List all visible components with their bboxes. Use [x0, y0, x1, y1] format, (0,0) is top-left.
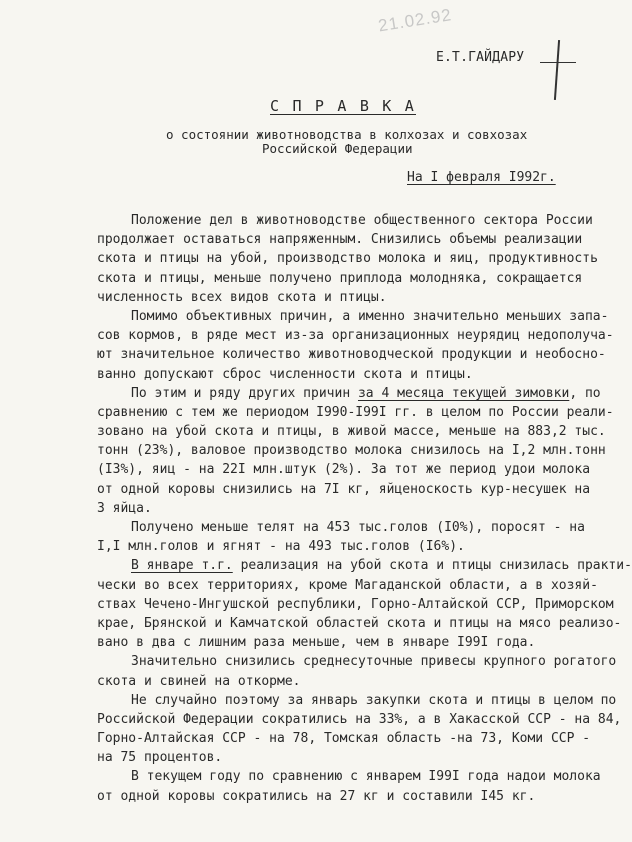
text-line — [97, 652, 632, 671]
text-line-content: Не случайно поэтому за январь закупки скота и птицы в целом по — [131, 692, 617, 708]
text-line — [97, 729, 632, 748]
text-line — [97, 595, 632, 614]
underlined-phrase: за 4 месяца текущей зимовки — [357, 385, 570, 401]
text-line — [97, 460, 632, 479]
text-line-content: от одной коровы снизились на 7I кг, яйценоскость кур-несушек на — [97, 481, 591, 497]
text-line-content: скота и птицы, меньше получено приплода молодняка, сокращается — [97, 270, 583, 286]
text-line — [97, 767, 632, 786]
text-line — [97, 672, 632, 691]
text-line — [97, 480, 632, 499]
text-line-content: продолжает оставаться напряженным. Снизились объемы реализации — [97, 232, 583, 248]
text-line — [97, 748, 632, 767]
text-line-content: ствах Чечено-Ингушской республики, Горно-Алтайской ССР, Приморском — [97, 596, 614, 612]
text-line — [97, 403, 632, 422]
text-line-content: скота и свиней на откорме. — [97, 673, 301, 689]
text-line-content: вано в два с лишним раза меньше, чем в январе I99I года. — [97, 635, 536, 651]
text-line — [97, 691, 632, 710]
text-line — [97, 537, 632, 556]
addressee: Е.Т.ГАЙДАРУ — [436, 50, 525, 65]
text-line-content: Горно-Алтайская ССР - на 78, Томская область -на 73, Коми ССР - — [97, 731, 591, 747]
text-line — [97, 249, 632, 268]
text-line — [97, 614, 632, 633]
text-line-content: от одной коровы сократились на 27 кг и составили I45 кг. — [97, 788, 536, 804]
text-line — [97, 326, 632, 345]
subtitle-line-1: о состоянии животноводства в колхозах и совхозах — [166, 127, 528, 142]
text-line-content: скота и птицы на убой, производство молока и яиц, продуктивность — [97, 251, 598, 267]
text-line-content: Российской Федерации сократились на 33%, а в Хакасской ССР - на 84, — [97, 711, 622, 727]
handwritten-date-stamp: 21.02.92 — [376, 5, 454, 36]
text-line-content: зовано на убой скота и птицы, в живой массе, меньше на 883,2 тыс. — [97, 424, 606, 440]
text-line — [97, 211, 632, 230]
text-line-content: крае, Брянской и Камчатской областей скота и птицы на мясо реализо- — [97, 615, 622, 631]
text-line — [97, 518, 632, 537]
subtitle-line-2: Российской Федерации — [262, 141, 413, 156]
text-line-content: Получено меньше телят на 453 тыс.голов (I0%), поросят - на — [131, 520, 585, 535]
signature-mark-vertical — [554, 40, 560, 100]
text-line — [97, 269, 632, 288]
signature-mark-horizontal — [540, 62, 576, 63]
text-line — [97, 787, 632, 806]
text-line-tail: реализация на убой скота и птицы снизилась практи- — [232, 558, 632, 574]
text-line-content: Значительно снизились среднесуточные привесы крупного рогатого — [131, 654, 617, 670]
document-title: С П Р А В К А — [270, 97, 416, 115]
document-body — [97, 211, 632, 806]
text-line-content: Помимо объективных причин, а именно значительно меньших запа- — [131, 308, 609, 324]
text-line-content: чески во всех территориях, кроме Магаданской области, а в хозяй- — [97, 577, 598, 593]
text-line — [97, 633, 632, 652]
text-line-content: По этим и ряду других причин — [131, 385, 358, 401]
text-line — [97, 710, 632, 729]
text-line-content: Положение дел в животноводстве общественного сектора России — [131, 213, 593, 228]
text-line-content: 3 яйца. — [97, 500, 152, 516]
underlined-phrase: В январе т.г. — [131, 558, 233, 574]
text-line — [97, 556, 632, 575]
text-line-content: ванно допускают сброс численности скота и птицы. — [97, 366, 473, 382]
text-line-content: (I3%), яиц - на 22I млн.штук (2%). За тот же период удои молока — [97, 462, 591, 478]
text-line — [97, 422, 632, 441]
text-line — [97, 499, 632, 518]
text-line — [97, 576, 632, 595]
text-line-content: численность всех видов скота и птицы. — [97, 289, 387, 305]
text-line-content: сравнению с тем же периодом I990-I99I гг. в целом по России реали- — [97, 404, 614, 420]
text-line — [97, 384, 632, 403]
text-line-content: В текущем году по сравнению с январем I99I года надои молока — [131, 769, 601, 785]
text-line — [97, 288, 632, 307]
text-line-content: на 75 процентов. — [97, 750, 223, 766]
text-line — [97, 307, 632, 326]
text-line — [97, 441, 632, 460]
text-line-content: I,I млн.голов и ягнят - на 493 тыс.голов (I6%). — [97, 539, 465, 555]
text-line-content: ют значительное количество животноводческой продукции и необосно- — [97, 347, 606, 363]
text-line-content: сов кормов, в ряде мест из-за организационных неурядиц недополуча- — [97, 328, 614, 344]
document-date: На I февраля I992г. — [407, 170, 556, 185]
text-line — [97, 230, 632, 249]
text-line-content: тонн (23%), валовое производство молока снизилось на I,2 млн.тонн — [97, 443, 606, 459]
text-line-tail: , по — [569, 385, 601, 401]
text-line — [97, 345, 632, 364]
text-line — [97, 365, 632, 384]
